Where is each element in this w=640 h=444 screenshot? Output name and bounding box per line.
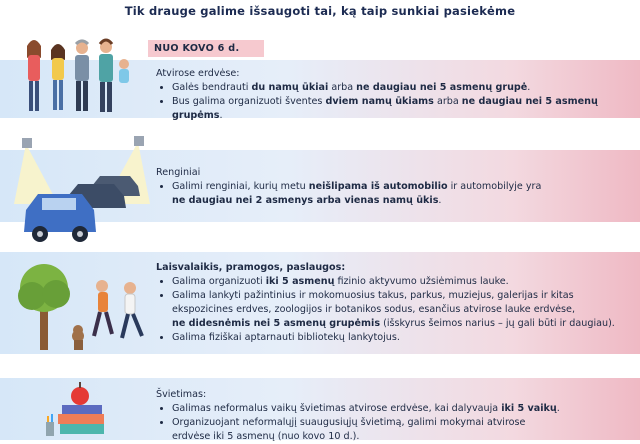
- list-item: • Organizuojant neformalųjį suaugusiųjų švietimą, galimi mokymai atvirose: [172, 416, 634, 430]
- headline-cut-off: [0, 0, 640, 2]
- list-item: • Bus galima organizuoti šventes dviem namų ūkiams arba ne daugiau nei 5 asmenų grupėms.: [172, 95, 636, 123]
- list-item: • Galima organizuoti iki 5 asmenų fizinio aktyvumo užsiėmimus lauke.: [172, 275, 634, 289]
- list-item: • Galės bendrauti du namų ūkiai arba ne daugiau nei 5 asmenų grupė.: [172, 81, 636, 95]
- list-item-continuation: erdvėse iki 5 asmenų (nuo kovo 10 d.).: [172, 431, 360, 442]
- section-title: Renginiai: [156, 167, 201, 178]
- list-item-continuation: ekspozicines erdves, zoologijos ir botanikos sodus, esančius atvirose lauke erdvėse,: [172, 304, 576, 315]
- date-tag: NUO KOVO 6 d.: [148, 40, 264, 57]
- drive-in-cars-illustration: [18, 134, 148, 250]
- section-title: Laisvalaikis, pramogos, paslaugos:: [156, 262, 346, 273]
- section-leisure: [156, 261, 634, 345]
- list-item: • Galimas neformalus vaikų švietimas atvirose erdvėse, kai dalyvauja iki 5 vaikų.: [172, 402, 634, 416]
- section-events: [156, 166, 626, 208]
- section-title: Švietimas:: [156, 389, 207, 400]
- list-item: • Galima lankyti pažintinius ir mokomuosius takus, parkus, muziejus, galerijas ir kitas: [172, 289, 634, 303]
- park-walk-illustration: [18, 258, 158, 354]
- section-title: Atvirose erdvėse:: [156, 68, 240, 79]
- list-item-continuation: ne daugiau nei 2 asmenys arba vienas namų ūkis.: [172, 195, 442, 206]
- books-apple-illustration: [40, 372, 120, 440]
- section-education: [156, 388, 634, 444]
- page-subtitle: Tik drauge galime išsaugoti tai, ką taip sunkiai pasiekėme: [124, 4, 516, 18]
- list-item: • Galimi renginiai, kurių metu neišlipama iš automobilio ir automobilyje yra: [172, 180, 626, 194]
- section-outdoor: [156, 67, 636, 123]
- list-item-continuation: ne didesnėmis nei 5 asmenų grupėmis (išskyrus šeimos narius – jų gali būti ir daugiau).: [172, 318, 615, 329]
- family-illustration: [20, 38, 144, 122]
- list-item: • Galima fiziškai aptarnauti bibliotekų lankytojus.: [172, 331, 634, 345]
